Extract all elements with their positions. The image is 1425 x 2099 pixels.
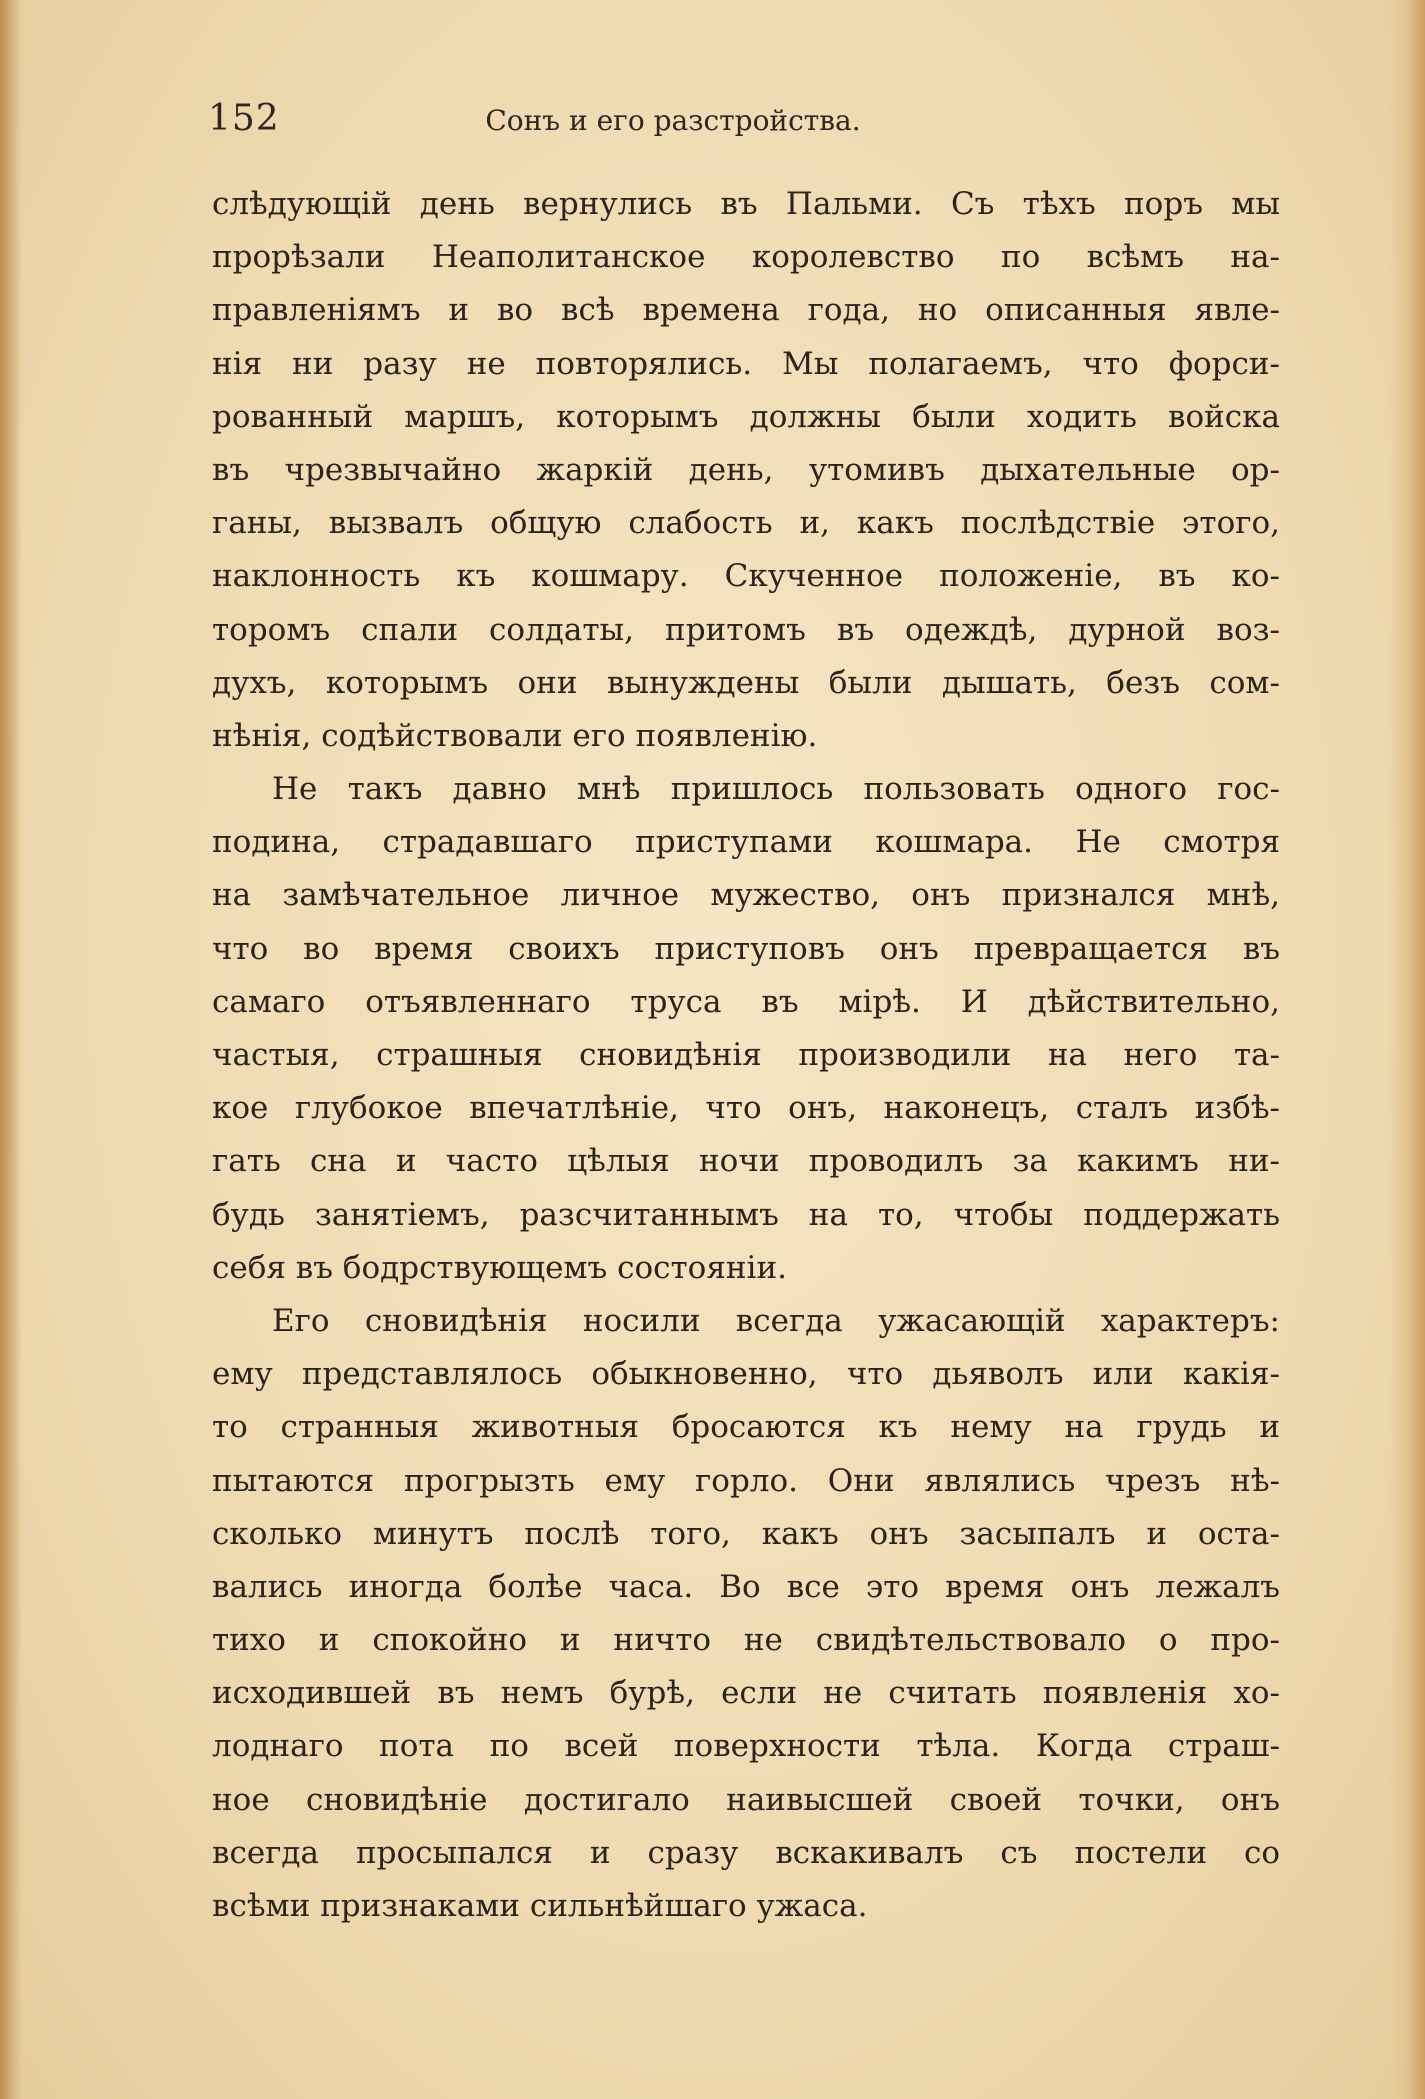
text-line: слѣдующій день вернулись въ Пальми. Съ тѣхъ поръ мы xyxy=(212,186,1280,222)
text-line: торомъ спали солдаты, притомъ въ одеждѣ, дурной воз- xyxy=(212,611,1280,648)
text-line: исходившей въ немъ бурѣ, если не считать появленія хо- xyxy=(212,1675,1280,1712)
text-line: то странныя животныя бросаются къ нему на грудь и xyxy=(212,1409,1280,1446)
text-line: пытаются прогрызть ему горло. Они являлись чрезъ нѣ- xyxy=(212,1462,1280,1499)
text-line: гать сна и часто цѣлыя ночи проводилъ за какимъ ни- xyxy=(212,1143,1280,1180)
text-line: сколько минутъ послѣ того, какъ онъ засыпалъ и оста- xyxy=(212,1515,1280,1552)
text-line: тихо и спокойно и ничто не свидѣтельствовало о про- xyxy=(212,1622,1280,1659)
text-line: рованный маршъ, которымъ должны были ходить войска xyxy=(212,398,1280,435)
text-line: всѣми признаками сильнѣйшаго ужаса. xyxy=(212,1888,868,1924)
text-line: Его сновидѣнія носили всегда ужасающій характеръ: xyxy=(272,1302,1280,1339)
running-title: Сонъ и его разстройства. xyxy=(485,104,861,137)
text-line: нія ни разу не повторялись. Мы полагаемъ, что форси- xyxy=(212,345,1280,382)
text-line: духъ, которымъ они вынуждены были дышать, безъ сом- xyxy=(212,664,1280,701)
text-line: будь занятіемъ, разсчитаннымъ на то, чтобы поддержать xyxy=(212,1196,1280,1233)
page-edge-left xyxy=(0,0,22,2099)
page-header xyxy=(208,98,1268,148)
text-line: Не такъ давно мнѣ пришлось пользовать одного гос- xyxy=(272,771,1280,808)
text-line: кое глубокое впечатлѣніе, что онъ, наконецъ, сталъ избѣ- xyxy=(212,1090,1280,1127)
text-line: правленіямъ и во всѣ времена года, но описанныя явле- xyxy=(212,292,1280,329)
text-line: вались иногда болѣе часа. Во все это время онъ лежалъ xyxy=(212,1568,1280,1605)
text-line: что во время своихъ приступовъ онъ превращается въ xyxy=(212,930,1280,967)
page-number: 152 xyxy=(208,98,280,139)
text-line: лоднаго пота по всей поверхности тѣла. Когда страш- xyxy=(212,1728,1280,1765)
text-line: на замѣчательное личное мужество, онъ признался мнѣ, xyxy=(212,877,1280,914)
text-line: частыя, страшныя сновидѣнія производили на него та- xyxy=(212,1037,1280,1073)
page-edge-right xyxy=(1389,0,1425,2099)
body-text xyxy=(212,178,1280,1933)
text-line: прорѣзали Неаполитанское королевство по всѣмъ на- xyxy=(212,239,1280,276)
text-line: самаго отъявленнаго труса въ мірѣ. И дѣйствительно, xyxy=(212,983,1280,1020)
text-line: всегда просыпался и сразу вскакивалъ съ постели со xyxy=(212,1834,1280,1871)
text-line: въ чрезвычайно жаркій день, утомивъ дыхательные ор- xyxy=(212,451,1280,488)
text-line: наклонность къ кошмару. Скученное положеніе, въ ко- xyxy=(212,558,1280,595)
text-line: ганы, вызвалъ общую слабость и, какъ послѣдствіе этого, xyxy=(212,505,1280,542)
text-line: подина, страдавшаго приступами кошмара. Не смотря xyxy=(212,824,1280,861)
text-line: ему представлялось обыкновенно, что дьяволъ или какія- xyxy=(212,1356,1280,1393)
text-line: нѣнія, содѣйствовали его появленію. xyxy=(212,717,818,754)
text-line: себя въ бодрствующемъ состояніи. xyxy=(212,1249,787,1286)
text-line: ное сновидѣніе достигало наивысшей своей точки, онъ xyxy=(212,1781,1280,1818)
